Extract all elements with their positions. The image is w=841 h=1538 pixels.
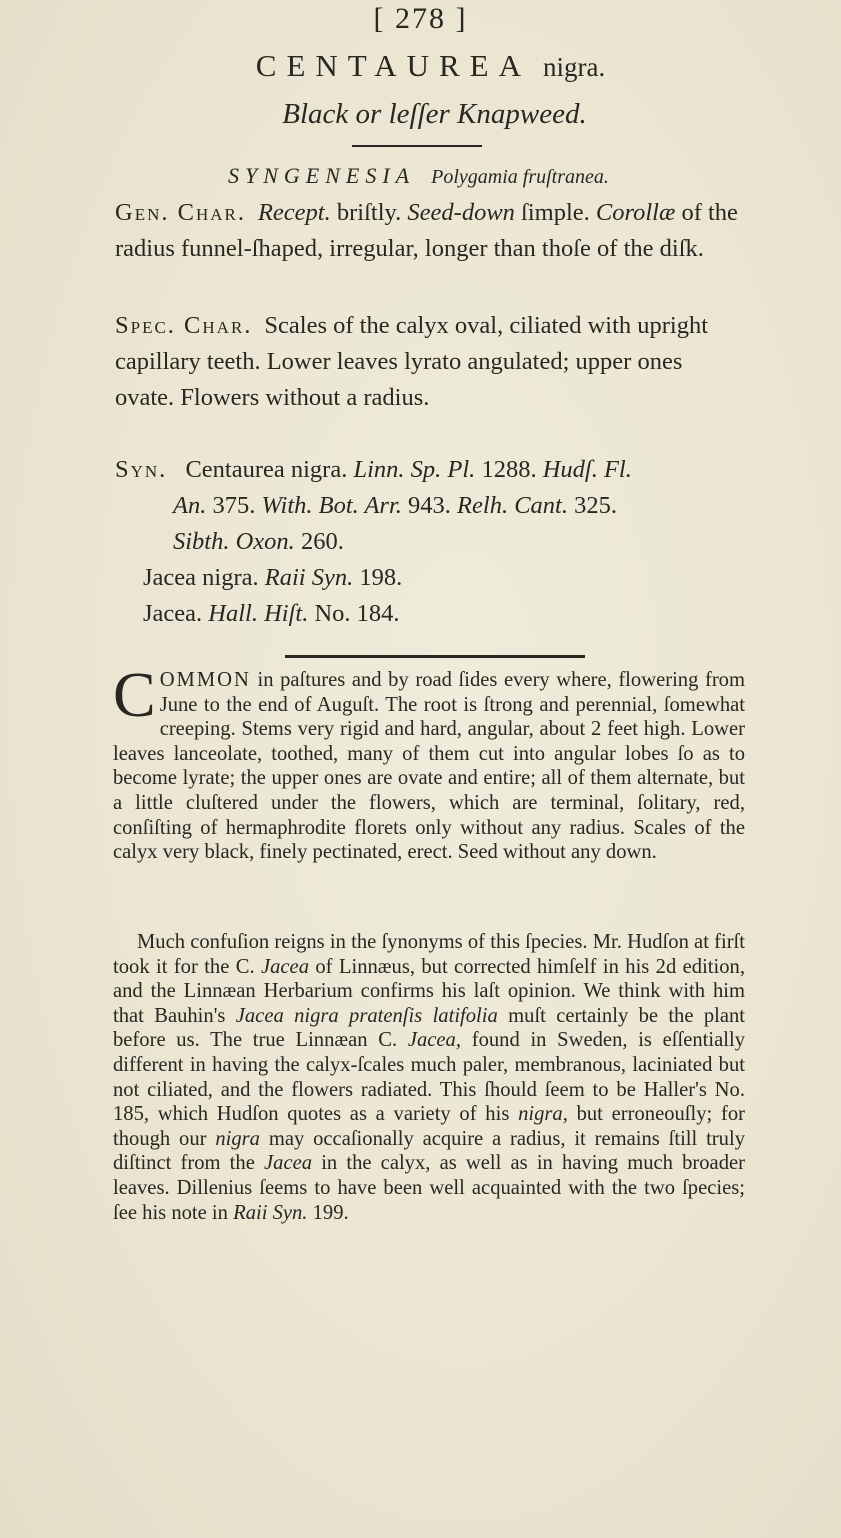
gen-char-text-3: of the radius funnel-ſhaped, irregular, longer than thoſe of the diſk. bbox=[115, 199, 738, 262]
gen-char-term-corolla: Corollæ bbox=[595, 199, 676, 226]
spec-char-label: Spec. Char. bbox=[115, 312, 253, 339]
synonym-reference: Hudſ. Fl. bbox=[542, 456, 632, 483]
synonym-reference: Hall. Hiſt. bbox=[208, 600, 309, 627]
synonym-number: 325. bbox=[574, 492, 617, 519]
synonym-reference: Relh. Cant. bbox=[457, 492, 568, 519]
synonym-name: Jacea nigra. bbox=[143, 564, 259, 591]
synonym-number: 1288. bbox=[481, 456, 537, 483]
ornamental-rule-top bbox=[352, 145, 482, 147]
synonym-line-1 bbox=[115, 452, 745, 488]
ornamental-rule-middle bbox=[285, 655, 585, 658]
paragraph-text: of Linnæus, but corrected himſelf in his 2d edition, and the Linnæan Herbarium confirms his laſt opinion. We think with him that Bauhin's bbox=[113, 955, 745, 1027]
linnaean-classification bbox=[228, 163, 609, 189]
gen-char-label: Gen. Char. bbox=[115, 199, 246, 226]
synonym-number: 260. bbox=[300, 528, 344, 555]
common-name: Black or leſſer Knapweed. bbox=[282, 98, 587, 130]
paragraph-text: muſt certainly be the plant before us. The true Linnæan C. bbox=[113, 1004, 745, 1052]
synonym-line-4 bbox=[115, 560, 745, 596]
species-name: nigra. bbox=[543, 52, 606, 82]
synonyms bbox=[115, 452, 745, 632]
paragraph-text: found in Sweden, is eſſentially different in having the calyx-ſcales much paler, membranous, laciniated but not ciliated, and the flowers radiated. This ſhould ſeem to be Haller's No. 185, which Hudſon quotes as a variety of his bbox=[113, 1029, 745, 1126]
gen-char-term-receptacle: Recept. bbox=[257, 199, 331, 226]
synonym-line-5 bbox=[115, 596, 745, 632]
generic-character bbox=[115, 195, 745, 267]
synonym-line-3 bbox=[115, 524, 745, 560]
synonym-reference: Raii Syn. bbox=[264, 564, 354, 591]
paragraph-text: in the calyx, as well as in having much broader leaves. Dillenius ſeems to have been well acquainted with the two ſpecies; ſee his note in bbox=[113, 1152, 745, 1224]
class-name: SYNGENESIA bbox=[228, 163, 416, 188]
page-number: [ 278 ] bbox=[373, 2, 468, 35]
first-word: OMMON bbox=[159, 669, 251, 691]
description-paragraph-1 bbox=[113, 659, 745, 865]
italic-term: Raii Syn. bbox=[233, 1201, 308, 1224]
synonym-reference: An. bbox=[173, 492, 207, 519]
page-title bbox=[0, 48, 841, 84]
italic-term: Jacea, bbox=[407, 1029, 462, 1052]
paragraph-text: 199. bbox=[307, 1201, 349, 1224]
drop-cap: C bbox=[113, 659, 156, 730]
paragraph-text: Much confuſion reigns in the ſynonyms of this ſpecies. Mr. Hudſon at firſt took it for the C. bbox=[113, 931, 745, 978]
paragraph-text: may occaſionally acquire a radius, it remains ſtill truly diſtinct from the bbox=[113, 1127, 745, 1175]
synonym-number: No. 184. bbox=[314, 600, 400, 627]
italic-term: nigra bbox=[215, 1127, 260, 1150]
syn-label: Syn. bbox=[115, 456, 168, 483]
synonym-name: Centaurea nigra. bbox=[185, 456, 348, 483]
synonym-number: 375. bbox=[212, 492, 256, 519]
genus-name: CENTAUREA bbox=[255, 48, 531, 83]
paragraph-text: in paſtures and by road ſides every where, flowering from June to the end of Auguſt. The root is ſtrong and perennial, ſomewhat creeping. Stems very rigid and hard, angular, about 2 feet high. Lower leaves lanceolate, toothed, many of them cut into angular lobes ſo as to become lyrate; the upper ones are ovate and entire; all of them alternate, but a little cluſtered under the flowers, which are terminal, ſolitary, red, conſiſting of hermaphrodite florets only without any radius. Scales of the calyx very black, finely pectinated, erect. Seed without any down. bbox=[113, 669, 745, 864]
gen-char-text: briſtly. bbox=[330, 199, 408, 226]
spec-char-text: Scales of the calyx oval, ciliated with upright capillary teeth. Lower leaves lyrato angulated; upper ones ovate. Flowers without a radius. bbox=[115, 312, 709, 411]
synonym-reference: Sibth. Oxon. bbox=[173, 528, 295, 555]
italic-term: Jacea bbox=[260, 955, 309, 978]
synonym-reference: With. Bot. Arr. bbox=[261, 492, 402, 519]
italic-term: Jacea nigra pratenſis latifolia bbox=[235, 1004, 498, 1027]
synonym-reference: Linn. Sp. Pl. bbox=[353, 456, 476, 483]
gen-char-term-seed-down: Seed-down bbox=[407, 199, 515, 226]
synonym-line-2 bbox=[115, 488, 745, 524]
paragraph-text: but erroneouſly; for though our bbox=[113, 1103, 745, 1150]
specific-character bbox=[115, 308, 745, 416]
synonym-number: 943. bbox=[408, 492, 451, 519]
synonym-name: Jacea. bbox=[143, 600, 203, 627]
synonym-number: 198. bbox=[359, 564, 403, 591]
italic-term: Jacea bbox=[264, 1152, 313, 1175]
order-name: Polygamia fruſtranea. bbox=[431, 166, 609, 188]
italic-term: nigra, bbox=[518, 1103, 568, 1126]
description-paragraph-2 bbox=[113, 930, 745, 1225]
gen-char-text-2: ſimple. bbox=[514, 199, 596, 226]
